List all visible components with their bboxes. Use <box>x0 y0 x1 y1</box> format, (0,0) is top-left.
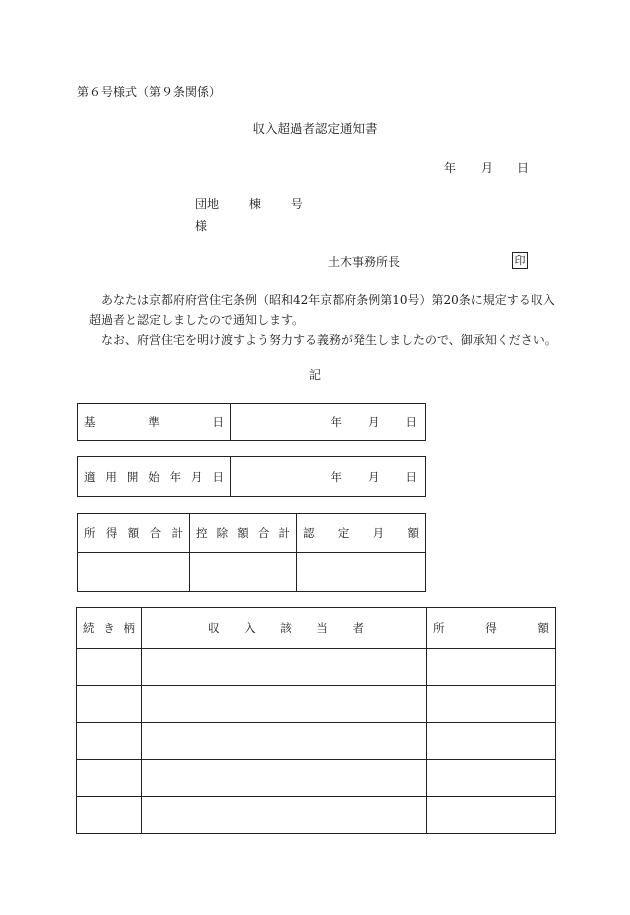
earner-cell <box>142 760 427 797</box>
start-date-value: 年 月 日 <box>231 457 426 497</box>
table-row <box>77 723 556 760</box>
income-cell <box>427 686 556 723</box>
seal-mark: 印 <box>512 252 528 269</box>
issue-date-year-label: 年 <box>444 161 457 175</box>
income-cell <box>427 649 556 686</box>
issue-date-day-label: 日 <box>517 161 530 175</box>
ki-heading: 記 <box>308 368 321 382</box>
deduction-total-header: 控 除 額 合 計 <box>190 514 297 553</box>
base-date-table <box>77 403 426 441</box>
document-title: 収入超過者認定通知書 <box>252 121 378 136</box>
start-date-label: 適 用 開 始 年 月 日 <box>78 457 231 497</box>
member-income-header: 所 得 額 <box>427 608 556 649</box>
relationship-cell <box>77 686 142 723</box>
income-total-value <box>78 553 190 592</box>
relationship-cell <box>77 760 142 797</box>
issue-date-month-label: 月 <box>481 161 494 175</box>
income-summary-table <box>77 513 426 592</box>
income-cell <box>427 797 556 834</box>
earner-header: 収 入 該 当 者 <box>142 608 427 649</box>
income-cell <box>427 723 556 760</box>
body-paragraph-2: なお、府営住宅を明け渡すよう努力する義務が発生しましたので、御承知ください。 <box>101 333 557 347</box>
earner-cell <box>142 686 427 723</box>
start-date-table <box>77 456 426 497</box>
relationship-cell <box>77 649 142 686</box>
unit-number-label: 号 <box>290 197 303 211</box>
income-total-header: 所 得 額 合 計 <box>78 514 190 553</box>
certified-monthly-header: 認 定 月 額 <box>297 514 426 553</box>
deduction-total-value <box>190 553 297 592</box>
earner-cell <box>142 723 427 760</box>
earner-cell <box>142 649 427 686</box>
certified-monthly-value <box>297 553 426 592</box>
recipient-honorific: 様 <box>195 219 208 233</box>
table-row <box>77 760 556 797</box>
earner-cell <box>142 797 427 834</box>
body-paragraph-1: あなたは京都府府営住宅条例（昭和42年京都府条例第10号）第20条に規定する収入超過者と認定しましたので通知します。 <box>89 293 555 327</box>
danchi-label: 団地 <box>195 197 220 211</box>
relationship-cell <box>77 797 142 834</box>
relationship-header: 続 き 柄 <box>77 608 142 649</box>
members-table <box>76 607 556 834</box>
form-number: 第６号様式（第９条関係） <box>77 85 222 99</box>
base-date-value: 年 月 日 <box>231 404 426 441</box>
relationship-cell <box>77 723 142 760</box>
income-cell <box>427 760 556 797</box>
base-date-label: 基 準 日 <box>78 404 231 441</box>
table-row <box>77 686 556 723</box>
table-row <box>77 649 556 686</box>
sender-title: 土木事務所長 <box>328 255 401 269</box>
recipient-address <box>195 198 303 210</box>
building-label: 棟 <box>248 197 261 211</box>
table-row <box>77 797 556 834</box>
